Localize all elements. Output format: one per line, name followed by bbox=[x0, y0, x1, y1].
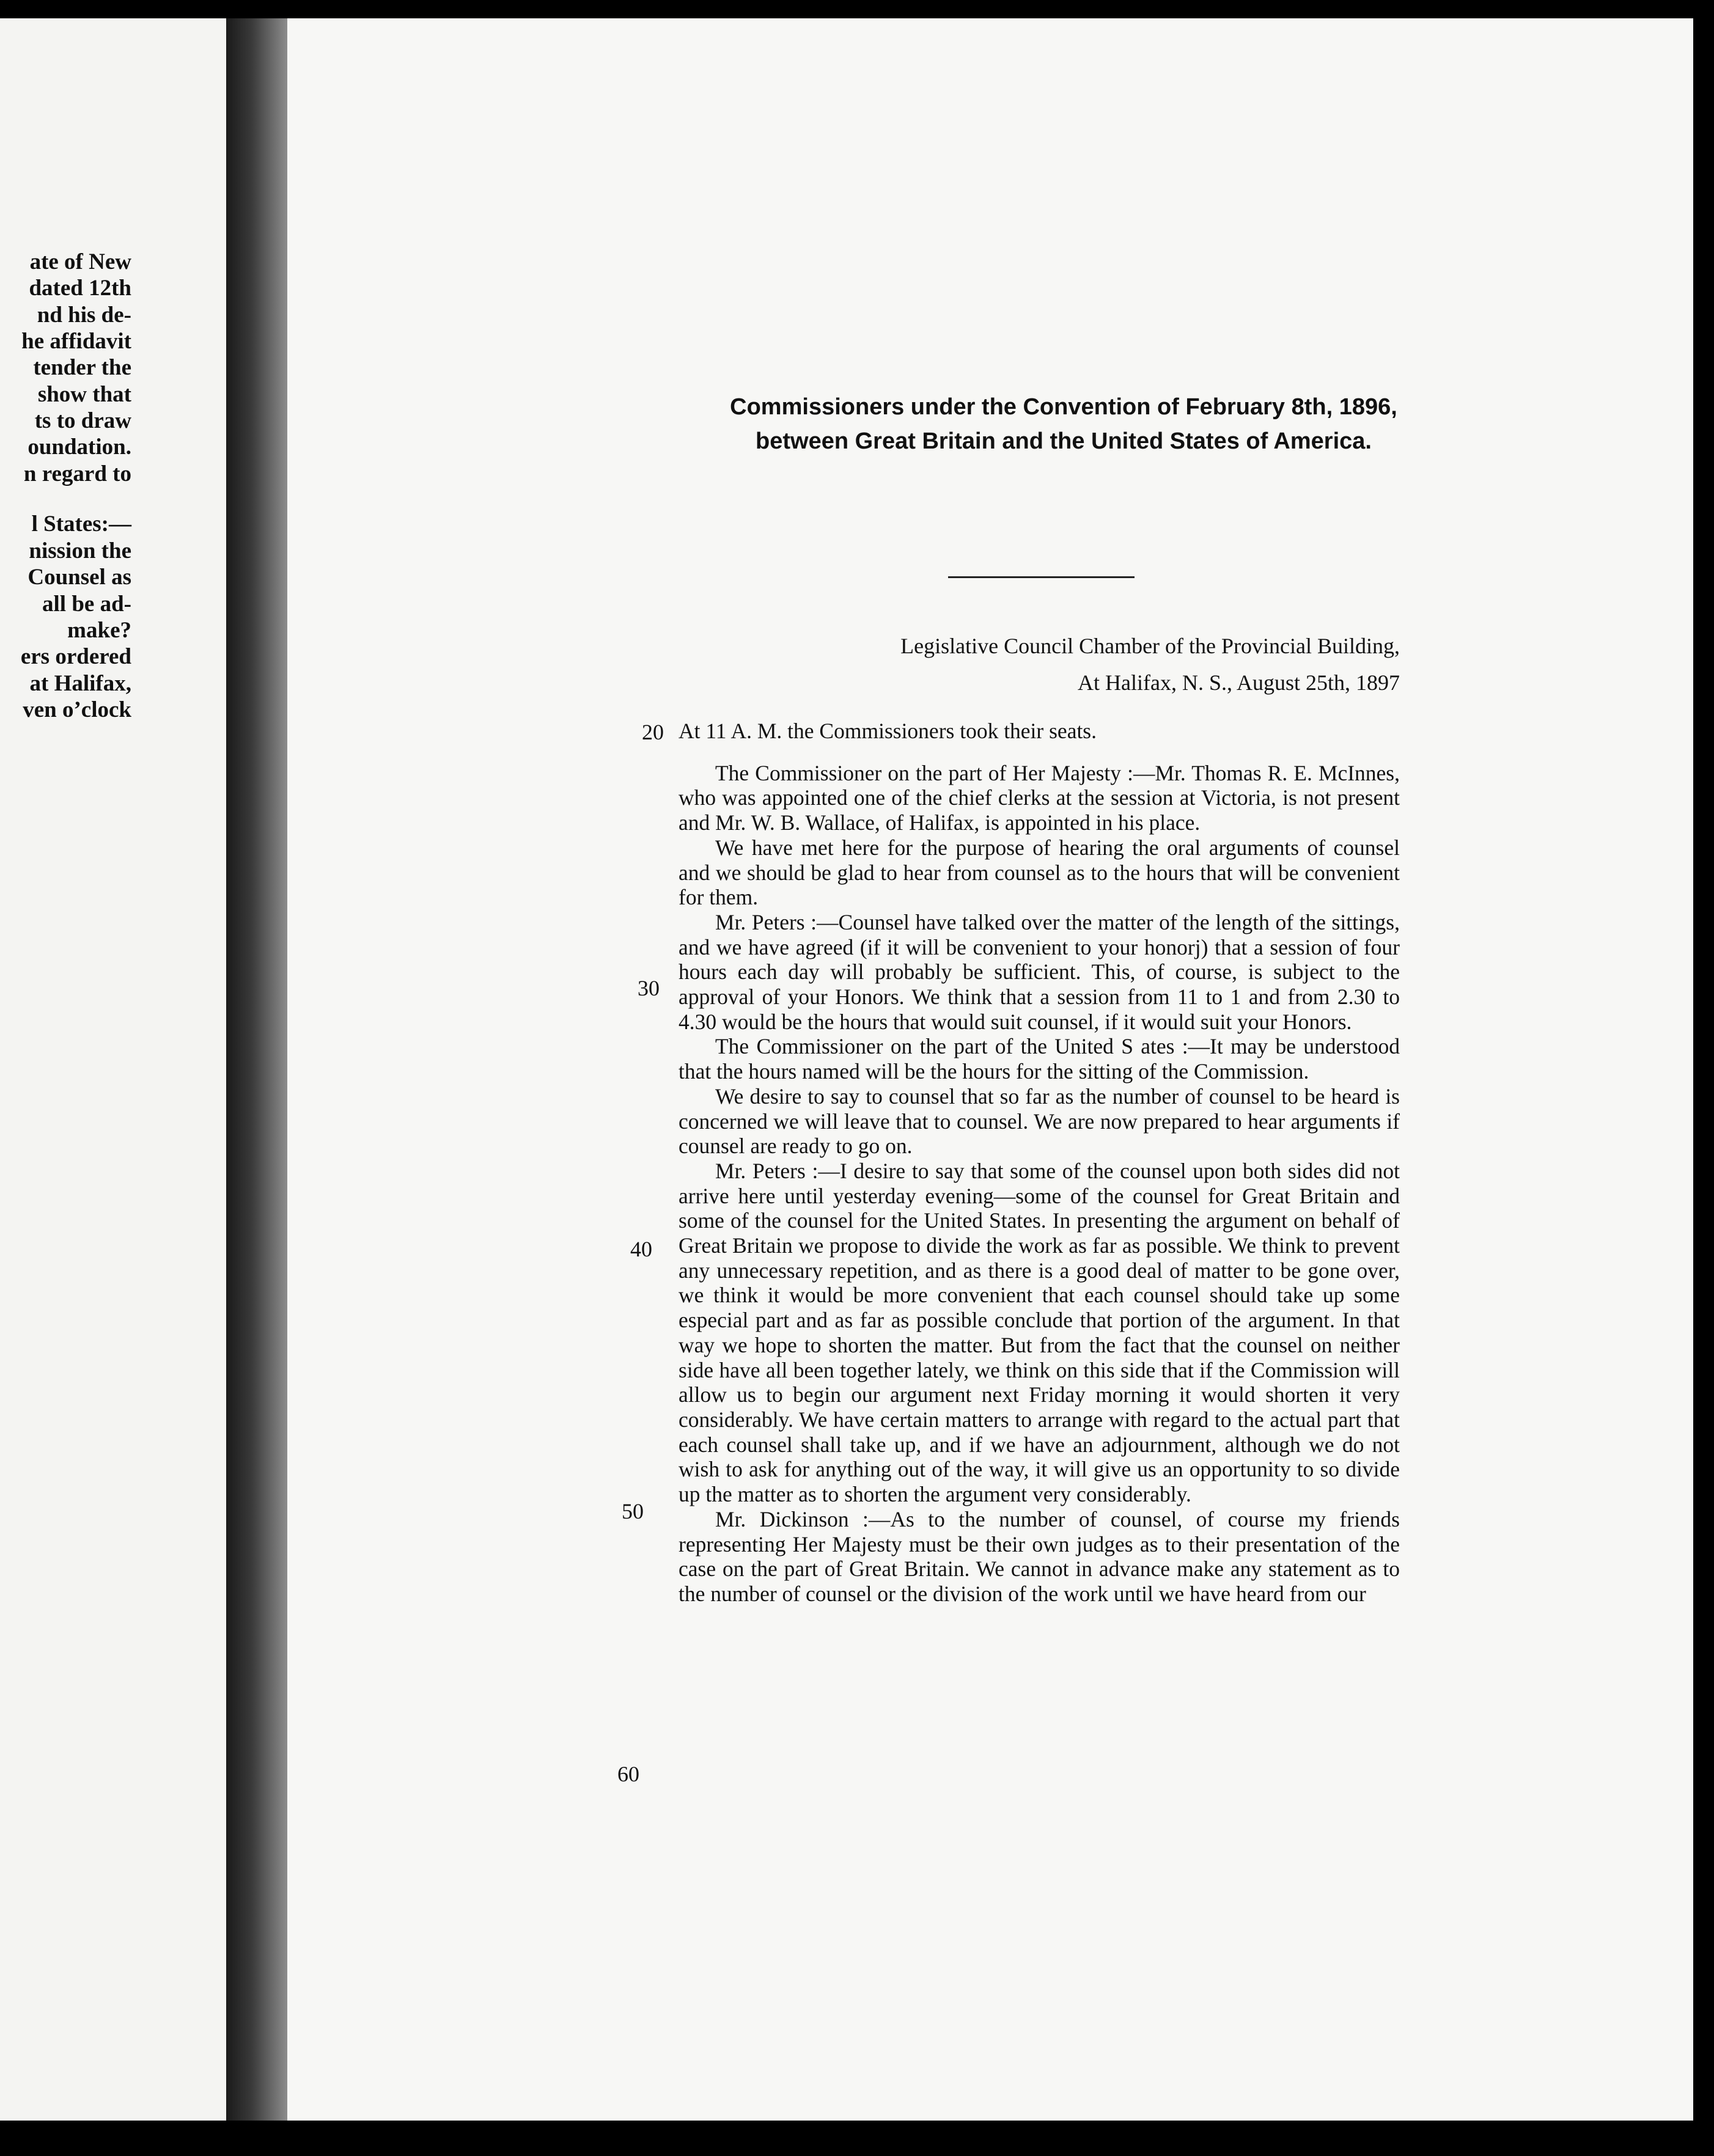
left-page-fragment: l States:— bbox=[31, 512, 131, 537]
left-page-fragment: ate of New bbox=[29, 249, 131, 274]
left-page-fragment: make? bbox=[67, 618, 131, 643]
left-page-fragment: ers ordered bbox=[20, 644, 131, 669]
paragraph: Mr. Peters :—I desire to say that some of the counsel upon both sides did not arrive here until yesterday evening—some of the counsel for Great Britain and some of the counsel for the United States. In presenting the argument on behalf of Great Britain we propose to divide the work as far as possible. We think to prevent any unnecessary repetition, and as there is a good deal of matter to be gone over, we think it would be more convenient that each counsel should take up some especial part and as far as possible conclude that portion of the argument. In that way we hope to shorten the matter. But from the fact that the counsel on neither side have all been together lately, we think on this side that if the Commission will allow us to begin our argument next Friday morning it would shorten it very considerably. We have certain matters to arrange with regard to the actual part that each counsel shall take up, and if we have an adjournment, although we do not wish to ask for anything out of the way, it will give us an opportunity to so divide up the matter as to shorten the argument very considerably. bbox=[679, 1158, 1400, 1507]
left-page-fragment: nd his de- bbox=[37, 302, 131, 328]
left-page-fragment: all be ad- bbox=[42, 592, 131, 617]
line-number-30: 30 bbox=[638, 976, 660, 1000]
paragraph: Mr. Peters :—Counsel have talked over the matter of the length of the sittings, and we have agreed (if it will be convenient to your honorј) that a session of four hours each day will probably be sufficient. This, of course, is subject to the approval of your Honors. We think that a session from 11 to 1 and from 2.30 to 4.30 would be the hours that would suit counsel, if it would suit your Honors. bbox=[679, 909, 1400, 1034]
proceedings-text bbox=[679, 719, 1400, 1607]
left-page-fragment: Counsel as bbox=[28, 565, 131, 590]
place-date-line: At Halifax, N. S., August 25th, 1897 bbox=[1078, 670, 1400, 695]
left-page-fragment: tender the bbox=[33, 355, 131, 380]
left-page-fragment: show that bbox=[37, 382, 131, 407]
paragraph: Mr. Dickinson :—As to the number of counsel, of course my friends representing Her Majesty must be their own judges as to their presentation of the case on the part of Great Britain. We cannot in advance make any statement as to the number of counsel or the division of the work until we have heard from our bbox=[679, 1506, 1400, 1606]
paragraph: We have met here for the purpose of hearing the oral arguments of counsel and we should be glad to hear from counsel as to the hours that will be convenient for them. bbox=[679, 835, 1400, 910]
opening-paragraph: At 11 A. M. the Commissioners took their seats. bbox=[679, 719, 1097, 743]
document-page bbox=[287, 18, 1693, 2121]
left-page-fragment: n regard to bbox=[23, 461, 131, 486]
paragraph: The Commissioner on the part of the United S ates :—It may be understood that the hours named will be the hours for the sitting of the Commission. bbox=[679, 1034, 1400, 1084]
line-number-50: 50 bbox=[622, 1499, 644, 1524]
place-line-1: Legislative Council Chamber of the Provincial Building, bbox=[900, 634, 1400, 658]
page-title: Commissioners under the Convention of February 8th, 1896, between Great Britain and the United States of America. bbox=[730, 394, 1397, 454]
left-page-fragment: dated 12th bbox=[29, 276, 131, 301]
paragraph: We desire to say to counsel that so far as the number of counsel to be heard is concerned we will leave that to counsel. We are now prepared to hear arguments if counsel are ready to go on. bbox=[679, 1084, 1400, 1159]
line-number-60: 60 bbox=[617, 1762, 639, 1786]
line-number-20: 20 bbox=[642, 720, 664, 744]
left-page-fragment: oundation. bbox=[28, 435, 131, 460]
title-divider bbox=[948, 576, 1135, 578]
left-page-fragment: ts to draw bbox=[34, 408, 131, 433]
left-page-fragment: ven o’clock bbox=[23, 697, 131, 722]
left-page-fragment: nission the bbox=[29, 538, 131, 563]
left-page-fragment: at Halifax, bbox=[29, 671, 131, 696]
line-number-40: 40 bbox=[630, 1237, 652, 1261]
paragraph: The Commissioner on the part of Her Majesty :—Mr. Thomas R. E. McInnes, who was appointed one of the chief clerks at the session at Victoria, is not present and Mr. W. B. Wallace, of Halifax, is appointed in his place. bbox=[679, 760, 1400, 835]
left-page-fragment: he affidavit bbox=[21, 329, 131, 354]
left-page-edge bbox=[0, 18, 226, 2121]
